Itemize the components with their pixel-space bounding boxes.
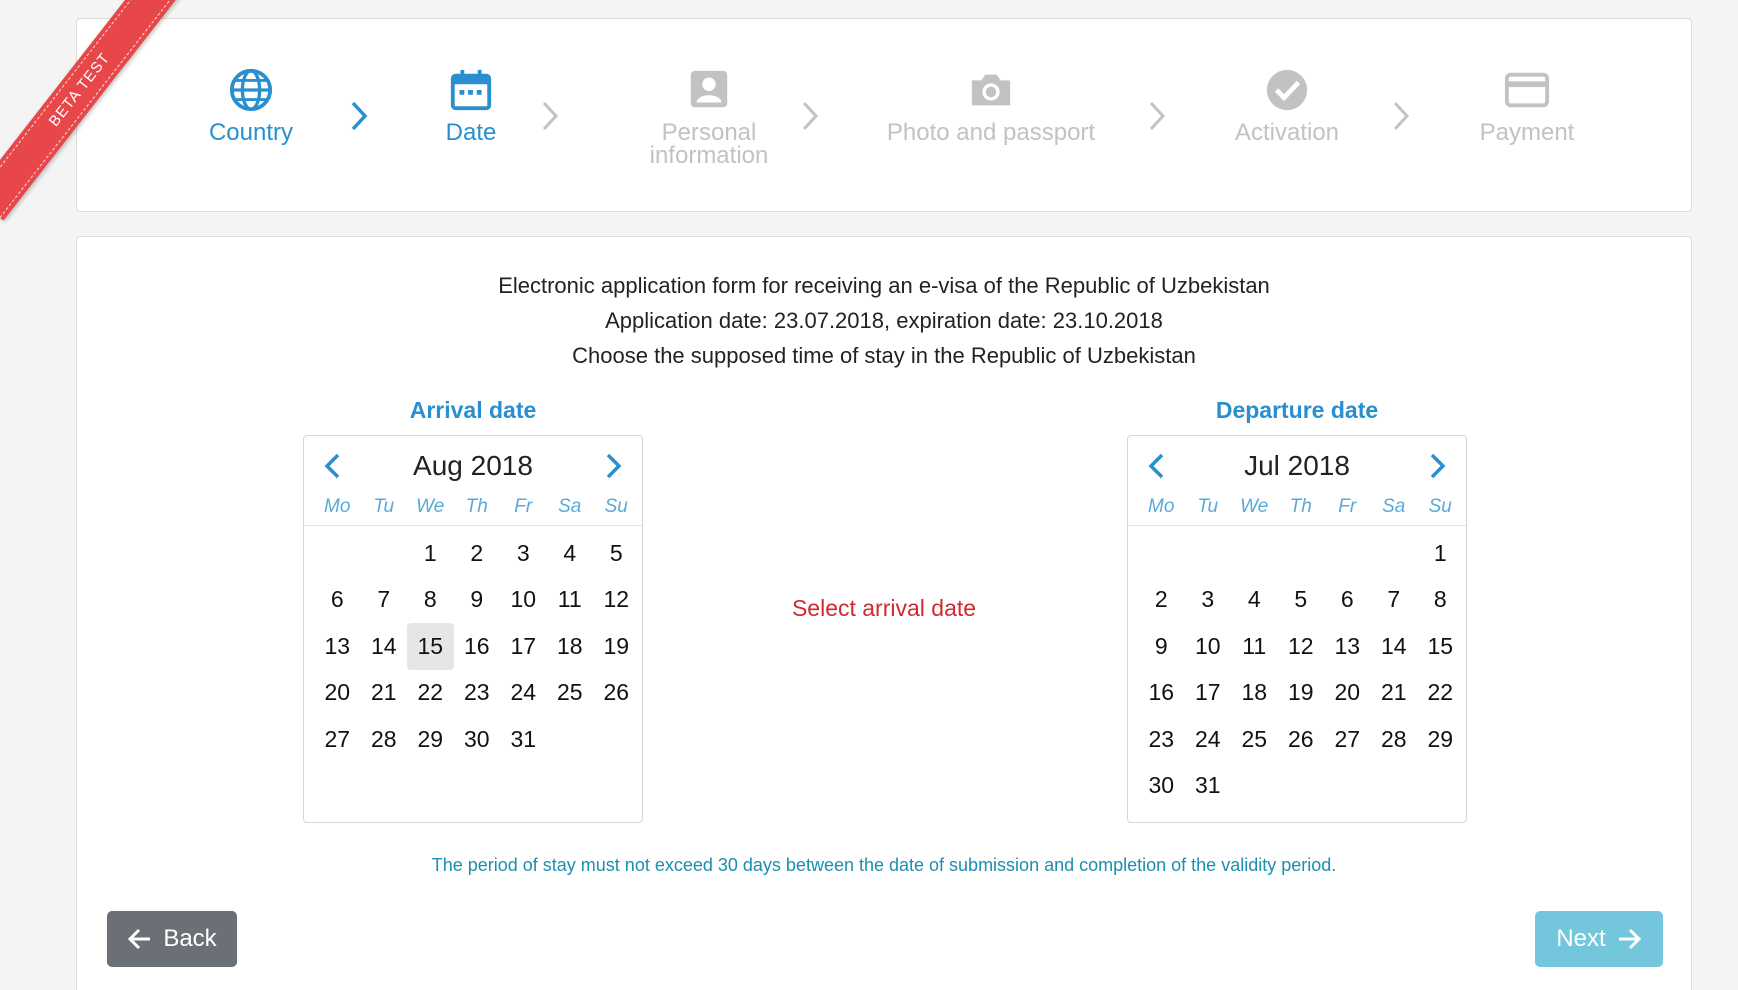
day-cell[interactable]: 7 (1387, 586, 1401, 613)
empty-day-cell (1138, 530, 1185, 577)
day-cell[interactable]: 19 (1287, 679, 1314, 706)
day-cell[interactable]: 20 (324, 679, 351, 706)
weekday-label: Mo (324, 496, 351, 517)
day-cell[interactable]: 24 (1194, 725, 1221, 752)
day-cell[interactable]: 6 (330, 586, 344, 613)
day-cell[interactable]: 25 (556, 679, 583, 706)
day-cell[interactable]: 14 (370, 632, 397, 659)
step-label: Date (445, 119, 497, 146)
form-title: Electronic application form for receiving an e-visa of the Republic of Uzbekistan (498, 273, 1270, 298)
day-cell[interactable]: 10 (510, 586, 537, 613)
step-payment[interactable] (1467, 67, 1587, 145)
empty-day-cell (1324, 530, 1371, 577)
arrival-calendar-header (304, 436, 642, 496)
empty-day-cell (361, 530, 408, 577)
day-cell[interactable]: 23 (1148, 725, 1175, 752)
arrival-weekday-row (304, 496, 642, 526)
day-cell[interactable]: 16 (1148, 679, 1175, 706)
day-cell[interactable]: 11 (557, 586, 582, 613)
step-photo-and-passport[interactable] (871, 67, 1111, 145)
day-cell[interactable]: 15 (1427, 632, 1454, 659)
day-cell[interactable]: 22 (417, 679, 444, 706)
arrow-left-icon (127, 926, 153, 952)
day-cell[interactable]: 27 (324, 725, 351, 752)
day-cell[interactable]: 12 (603, 586, 630, 613)
credit-card-icon (1503, 67, 1551, 113)
day-cell[interactable]: 6 (1340, 586, 1354, 613)
day-cell[interactable]: 15 (407, 623, 454, 670)
day-cell[interactable]: 3 (1201, 586, 1215, 613)
weekday-label: Fr (514, 496, 533, 517)
prev-month-icon[interactable] (1142, 450, 1172, 482)
weekday-label: Tu (1197, 496, 1219, 517)
day-cell[interactable]: 8 (1433, 586, 1447, 613)
arrow-right-icon (1616, 926, 1642, 952)
back-button[interactable] (107, 911, 237, 967)
next-month-icon[interactable] (598, 450, 628, 482)
prev-month-icon[interactable] (318, 450, 348, 482)
day-cell[interactable]: 1 (1433, 539, 1447, 566)
stay-instructions: Choose the supposed time of stay in the Republic of Uzbekistan (572, 343, 1196, 368)
day-cell[interactable]: 13 (324, 632, 351, 659)
day-cell[interactable]: 24 (510, 679, 537, 706)
day-cell[interactable]: 22 (1427, 679, 1454, 706)
day-cell[interactable]: 29 (417, 725, 444, 752)
stay-period-note: The period of stay must not exceed 30 days between the date of submission and completion of the validity period. (431, 855, 1337, 875)
calendar-icon (447, 67, 495, 113)
departure-calendar (1127, 435, 1467, 823)
application-dates: Application date: 23.07.2018, expiration date: 23.10.2018 (605, 308, 1163, 333)
day-cell[interactable]: 13 (1334, 632, 1361, 659)
day-cell[interactable]: 2 (470, 539, 484, 566)
chevron-right-icon (349, 99, 369, 133)
day-cell[interactable]: 20 (1334, 679, 1361, 706)
step-label: Personal information (649, 119, 769, 169)
globe-icon (227, 67, 275, 113)
step-label: Activation (1234, 119, 1340, 146)
day-cell[interactable]: 1 (423, 539, 437, 566)
departure-date-label: Departure date (1215, 397, 1379, 423)
day-cell[interactable]: 23 (463, 679, 490, 706)
weekday-label: Su (1428, 496, 1452, 517)
weekday-label: We (416, 496, 445, 517)
day-cell[interactable]: 30 (463, 725, 490, 752)
select-arrival-hint: Select arrival date (791, 595, 977, 621)
empty-day-cell (1278, 530, 1325, 577)
empty-day-cell (1371, 530, 1418, 577)
day-cell[interactable]: 25 (1241, 725, 1268, 752)
day-cell[interactable]: 21 (1380, 679, 1407, 706)
day-cell[interactable]: 18 (556, 632, 583, 659)
day-cell[interactable]: 30 (1148, 772, 1175, 799)
chevron-right-icon (800, 99, 820, 133)
chevron-right-icon (540, 99, 560, 133)
day-cell[interactable]: 26 (603, 679, 630, 706)
day-cell[interactable]: 18 (1241, 679, 1268, 706)
empty-day-cell (314, 530, 361, 577)
day-cell[interactable]: 9 (1154, 632, 1168, 659)
day-cell[interactable]: 17 (510, 632, 537, 659)
day-cell[interactable]: 8 (423, 586, 437, 613)
weekday-label: Fr (1338, 496, 1357, 517)
camera-icon (967, 67, 1015, 113)
check-circle-icon (1263, 67, 1311, 113)
chevron-right-icon (1391, 99, 1411, 133)
day-cell[interactable]: 3 (516, 539, 530, 566)
arrival-date-label: Arrival date (409, 397, 537, 423)
arrival-calendar (303, 435, 643, 823)
departure-day-grid (1128, 526, 1466, 809)
chevron-right-icon (1147, 99, 1167, 133)
weekday-label: Su (604, 496, 628, 517)
day-cell[interactable]: 29 (1427, 725, 1454, 752)
weekday-label: Th (465, 496, 488, 517)
day-cell[interactable]: 5 (609, 539, 623, 566)
user-icon (685, 67, 733, 113)
day-cell[interactable]: 12 (1287, 632, 1314, 659)
departure-weekday-row (1128, 496, 1466, 526)
day-cell[interactable]: 28 (1380, 725, 1407, 752)
step-country[interactable] (181, 67, 321, 145)
day-cell[interactable]: 4 (1247, 586, 1261, 613)
empty-day-cell (1231, 530, 1278, 577)
step-personal-information[interactable] (611, 67, 807, 167)
weekday-label: Sa (1382, 496, 1406, 517)
day-cell[interactable]: 9 (470, 586, 484, 613)
day-cell[interactable]: 19 (603, 632, 630, 659)
next-month-icon[interactable] (1422, 450, 1452, 482)
day-cell[interactable]: 17 (1194, 679, 1221, 706)
day-cell[interactable]: 2 (1154, 586, 1168, 613)
day-cell[interactable]: 7 (377, 586, 391, 613)
weekday-label: Mo (1148, 496, 1175, 517)
day-cell[interactable]: 5 (1294, 586, 1308, 613)
arrival-day-grid (304, 526, 642, 763)
step-label: Photo and passport (886, 119, 1096, 146)
back-button-label: Back (163, 925, 217, 952)
empty-day-cell (1185, 530, 1232, 577)
departure-calendar-header (1128, 436, 1466, 496)
day-cell[interactable]: 26 (1287, 725, 1314, 752)
day-cell[interactable]: 31 (510, 725, 537, 752)
beta-ribbon-label: BETA TEST (0, 0, 188, 221)
next-button-label: Next (1556, 925, 1606, 952)
weekday-label: Sa (558, 496, 582, 517)
weekday-label: Tu (373, 496, 395, 517)
day-cell[interactable]: 28 (370, 725, 397, 752)
day-cell[interactable]: 11 (1242, 632, 1267, 659)
steps-progress (76, 18, 1692, 212)
departure-month-title[interactable]: Jul 2018 (1244, 450, 1350, 481)
day-cell[interactable]: 4 (563, 539, 577, 566)
day-cell[interactable]: 27 (1334, 725, 1361, 752)
day-cell[interactable]: 14 (1380, 632, 1407, 659)
arrival-month-title[interactable]: Aug 2018 (413, 450, 533, 481)
day-cell[interactable]: 31 (1194, 772, 1221, 799)
date-selection-card (76, 236, 1692, 990)
step-label: Country (208, 119, 294, 146)
next-button[interactable] (1535, 911, 1663, 967)
step-date[interactable] (421, 67, 521, 145)
day-cell[interactable]: 16 (463, 632, 490, 659)
step-activation[interactable] (1217, 67, 1357, 145)
day-cell[interactable]: 10 (1194, 632, 1221, 659)
weekday-label: Th (1289, 496, 1312, 517)
weekday-label: We (1240, 496, 1269, 517)
day-cell[interactable]: 21 (370, 679, 397, 706)
step-label: Payment (1479, 119, 1575, 146)
